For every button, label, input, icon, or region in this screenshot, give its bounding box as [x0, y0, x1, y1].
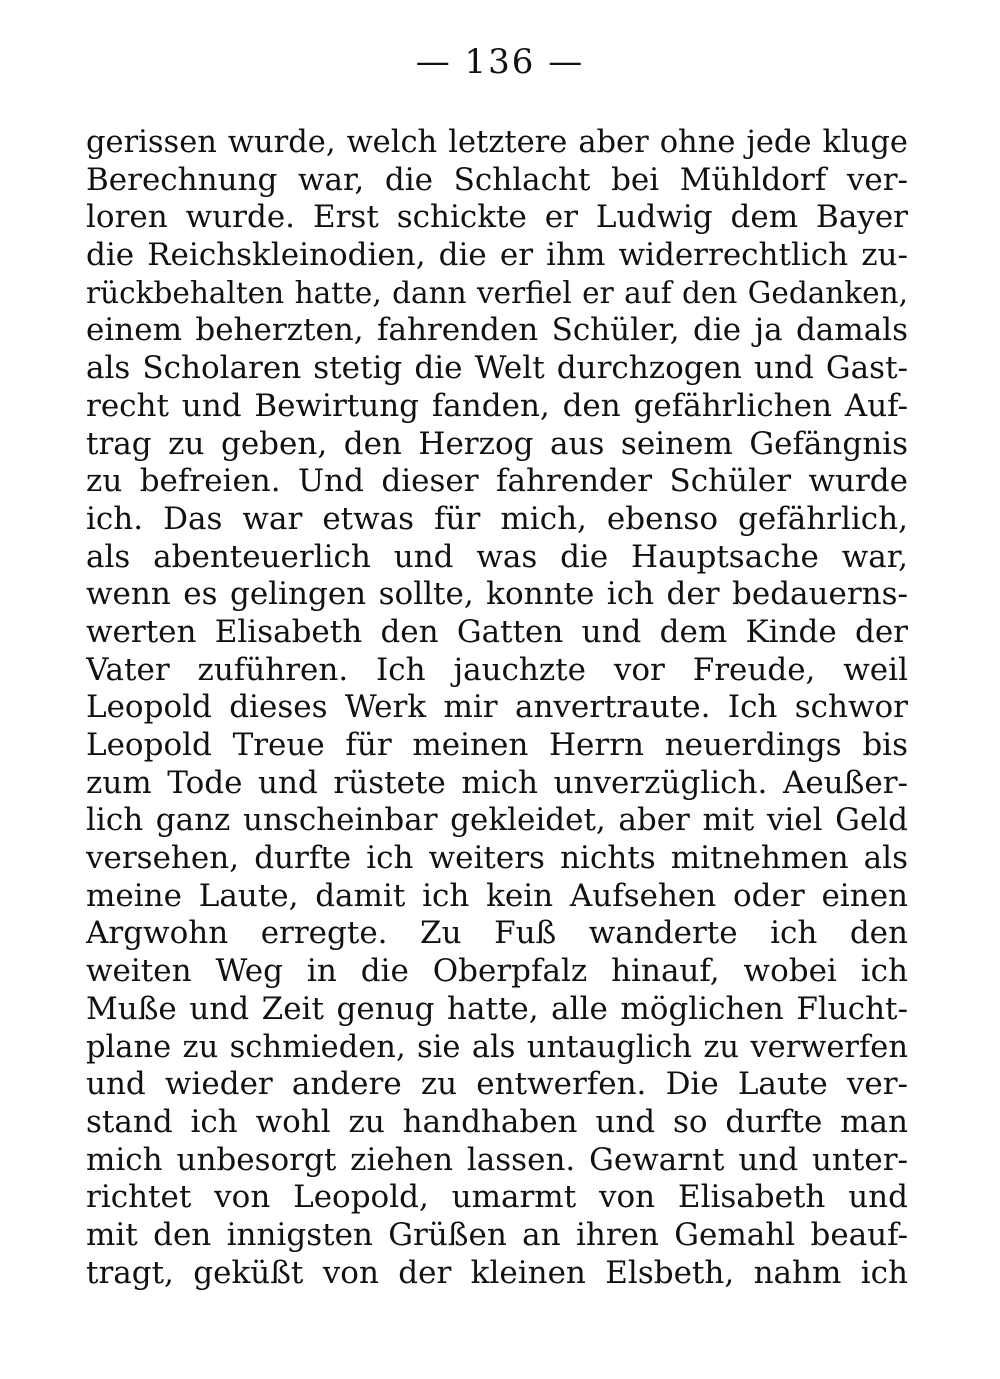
- text-line: rückbehalten hatte, dann verfiel er auf den Gedanken,: [86, 275, 908, 310]
- text-line: loren wurde. Erst schickte er Ludwig dem Bayer: [86, 199, 908, 236]
- text-line: zu befreien. Und dieser fahrender Schüler wurde: [86, 463, 908, 500]
- text-line: tragt, geküßt von der kleinen Elsbeth, nahm ich: [86, 1254, 908, 1291]
- text-line: ich. Das war etwas für mich, ebenso gefährlich,: [86, 500, 908, 537]
- text-line: plane zu schmieden, sie als untauglich zu verwerfen: [86, 1029, 908, 1065]
- text-line: recht und Bewirtung fanden, den gefährlichen Auf-: [86, 387, 908, 424]
- text-line: gerissen wurde, welch letztere aber ohne jede kluge: [86, 125, 908, 160]
- page-number: — 136 —: [415, 42, 585, 82]
- text-line: Leopold dieses Werk mir anvertraute. Ich schwor: [86, 689, 908, 726]
- text-line: einem beherzten, fahrenden Schüler, die ja damals: [86, 312, 908, 349]
- text-line: Argwohn erregte. Zu Fuß wanderte ich den: [86, 915, 908, 952]
- text-line: Vater zuführen. Ich jauchzte vor Freude, weil: [86, 651, 908, 688]
- text-line: als Scholaren stetig die Welt durchzogen und Gast-: [86, 350, 908, 387]
- text-line: stand ich wohl zu handhaben und so durfte man: [86, 1103, 908, 1140]
- text-line: mich unbesorgt ziehen lassen. Gewarnt und unter-: [86, 1141, 908, 1178]
- text-line: werten Elisabeth den Gatten und dem Kinde der: [86, 613, 908, 650]
- text-line: als abenteuerlich und was die Hauptsache war,: [86, 538, 908, 575]
- text-line: die Reichskleinodien, die er ihm widerrechtlich zu-: [86, 237, 908, 274]
- text-line: richtet von Leopold, umarmt von Elisabeth und: [86, 1179, 908, 1216]
- text-line: Leopold Treue für meinen Herrn neuerdings bis: [86, 727, 908, 763]
- text-line: weiten Weg in die Oberpfalz hinauf, wobei ich: [86, 953, 908, 990]
- text-line: meine Laute, damit ich kein Aufsehen oder einen: [86, 877, 908, 914]
- text-line: zum Tode und rüstete mich unverzüglich. Aeußer-: [86, 764, 908, 801]
- text-line: lich ganz unscheinbar gekleidet, aber mit viel Geld: [86, 802, 908, 839]
- text-line: Muße und Zeit genug hatte, alle möglichen Flucht-: [86, 990, 908, 1027]
- text-line: Berechnung war, die Schlacht bei Mühldorf ver-: [86, 161, 908, 198]
- text-line: und wieder andere zu entwerfen. Die Laute ver-: [86, 1066, 908, 1103]
- text-line: versehen, durfte ich weiters nichts mitnehmen als: [86, 840, 908, 877]
- text-line: mit den innigsten Grüßen an ihren Gemahl beauf-: [86, 1216, 908, 1253]
- text-line: trag zu geben, den Herzog aus seinem Gefängnis: [86, 425, 908, 462]
- text-line: wenn es gelingen sollte, konnte ich der bedauerns-: [86, 576, 908, 613]
- body-text: [86, 124, 908, 1292]
